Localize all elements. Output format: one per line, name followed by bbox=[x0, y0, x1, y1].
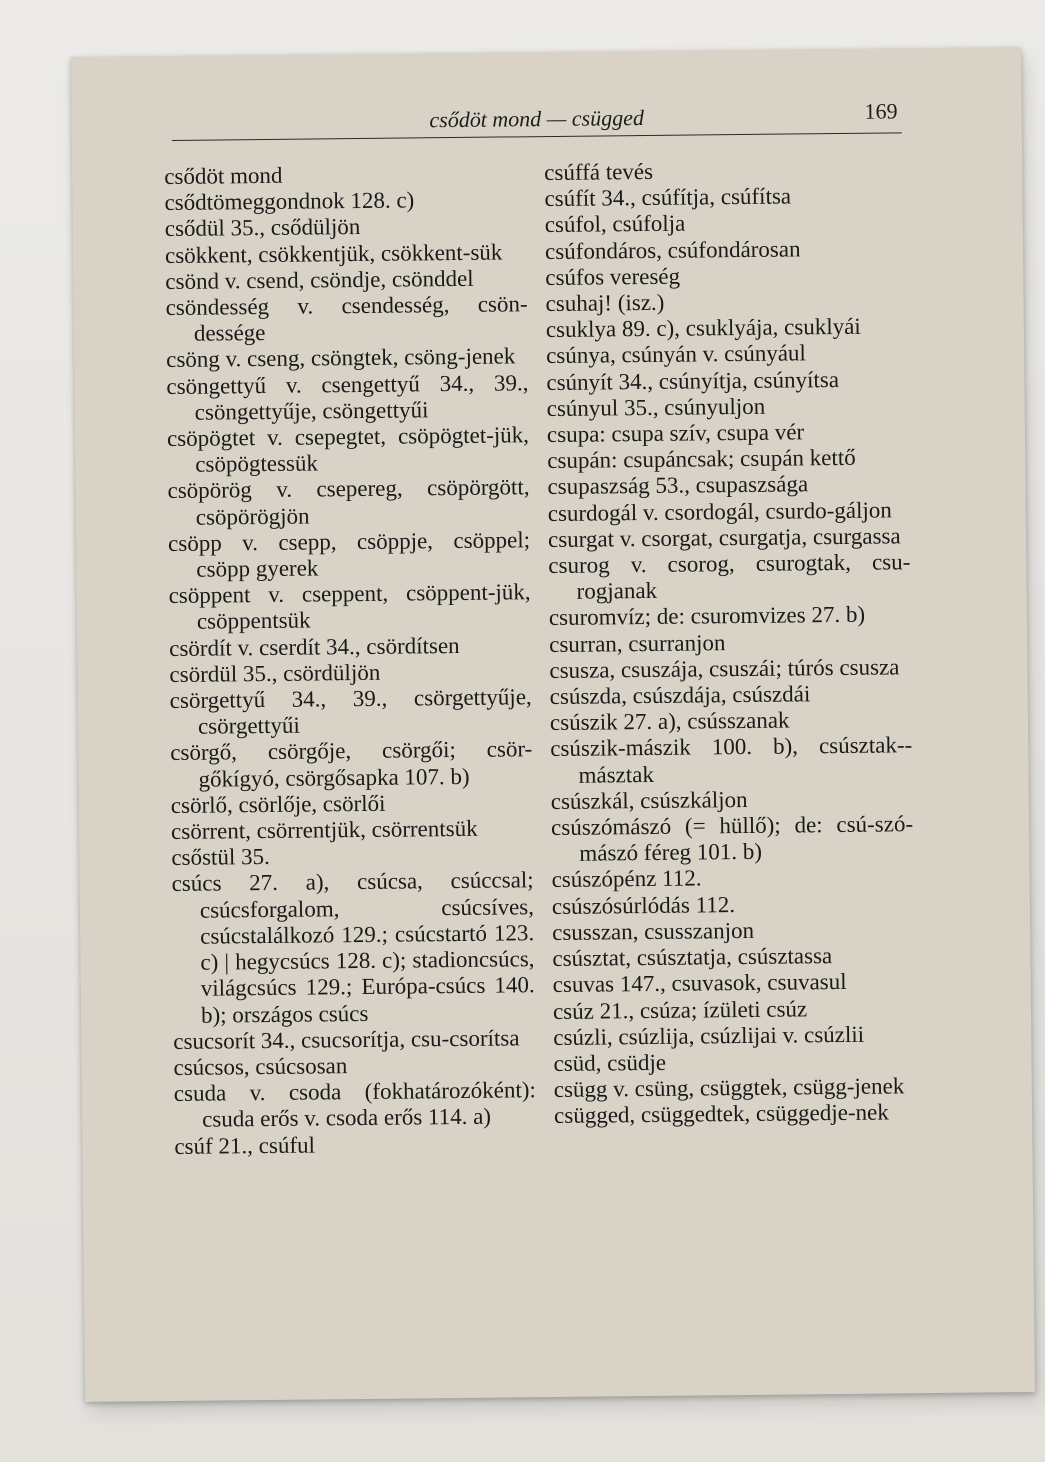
dictionary-entry: csúcs 27. a), csúcsa, csúccsal; csúcsforgalom, csúcsíves, csúcstalálkozó 129.; csúcstartó 123. c) | hegycsúcs 128. c); stadioncsúcs, világcsúcs 129.; Európa-csúcs 140. b); országos csúcs bbox=[171, 867, 535, 1028]
dictionary-entry: csördít v. cserdít 34., csördítsen bbox=[169, 632, 460, 661]
dictionary-entry: csúszósúrlódás 112. bbox=[551, 891, 736, 919]
dictionary-entry: csurdogál v. csordogál, csurdo-gáljon bbox=[547, 497, 892, 526]
dictionary-entry: csökkent, csökkentjük, csökkent-sük bbox=[164, 239, 503, 268]
dictionary-entry: csúfondáros, csúfondárosan bbox=[544, 235, 801, 264]
dictionary-entry: csüd, csüdje bbox=[553, 1049, 667, 1076]
dictionary-entry: csusza, csuszája, csuszái; túrós csusza bbox=[549, 654, 900, 683]
dictionary-entry: csörgő, csörgője, csörgői; csör-gőkígyó, csörgősapka 107. b) bbox=[170, 736, 533, 792]
dictionary-entry: csuvas 147., csuvasok, csuvasul bbox=[552, 969, 847, 998]
dictionary-entry: csúf 21., csúful bbox=[174, 1132, 316, 1159]
dictionary-entry: csörgettyű 34., 39., csörgettyűje, csörgettyűi bbox=[169, 684, 532, 739]
dictionary-entry: csúfít 34., csúfítja, csúfítsa bbox=[544, 183, 792, 212]
dictionary-entry: csöpögtet v. csepegtet, csöpögtet-jük, csöpögtessük bbox=[166, 422, 530, 477]
page-number: 169 bbox=[864, 98, 898, 124]
dictionary-entry: csönd v. csend, csöndje, csönddel bbox=[165, 265, 474, 294]
dictionary-entry: csurog v. csorog, csurogtak, csu-rogjanak bbox=[548, 549, 911, 604]
dictionary-entry: csörrent, csörrentjük, csörrentsük bbox=[170, 815, 478, 845]
dictionary-entry: csöppent v. cseppent, csöppent-jük, csöppentsük bbox=[168, 579, 531, 635]
dictionary-entry: csúnyít 34., csúnyítja, csúnyítsa bbox=[546, 366, 840, 395]
dictionary-entry: csöng v. cseng, csöngtek, csöng-jenek bbox=[166, 343, 516, 373]
dictionary-entry: csúffá tevés bbox=[544, 158, 654, 186]
dictionary-entry: csucsorít 34., csucsorítja, csu-csorítsa bbox=[173, 1025, 520, 1054]
dictionary-entry: csúnya, csúnyán v. csúnyául bbox=[546, 340, 807, 369]
dictionary-entry: csörlő, csörlője, csörlői bbox=[170, 790, 386, 818]
dictionary-entry: csuhaj! (isz.) bbox=[545, 289, 665, 317]
dictionary-entry: csöndesség v. csendesség, csön-dessége bbox=[165, 291, 528, 346]
right-column bbox=[544, 156, 916, 1129]
dictionary-entry: csördül 35., csördüljön bbox=[169, 659, 381, 687]
dictionary-entry: csúszda, csúszdája, csúszdái bbox=[549, 681, 811, 710]
dictionary-entry: csupán: csupáncsak; csupán kettő bbox=[547, 445, 856, 474]
page-header bbox=[171, 96, 901, 141]
dictionary-entry: csügg v. csüng, csüggtek, csügg-jenek bbox=[553, 1073, 905, 1103]
dictionary-entry: csúszik-mászik 100. b), csúsztak--másztak bbox=[550, 732, 913, 788]
dictionary-entry: csúcsos, csúcsosan bbox=[173, 1053, 348, 1080]
dictionary-entry: csőstül 35. bbox=[171, 844, 270, 871]
dictionary-entry: csúszópénz 112. bbox=[551, 865, 702, 893]
dictionary-entry: csődöt mond bbox=[164, 162, 283, 190]
dictionary-entry: csúfos vereség bbox=[545, 263, 681, 290]
dictionary-entry: csúzli, csúzlija, csúzlijai v. csúzlii bbox=[553, 1021, 865, 1050]
dictionary-entry: csügged, csüggedtek, csüggedje-nek bbox=[553, 1099, 889, 1129]
dictionary-entry: csúszik 27. a), csússzanak bbox=[549, 707, 790, 736]
dictionary-entry: csuklya 89. c), csuklyája, csuklyái bbox=[545, 313, 861, 343]
dictionary-entry: csurran, csurranjon bbox=[549, 629, 726, 657]
dictionary-entry: csúszómászó (= hüllő); de: csú-szó-mászó féreg 101. b) bbox=[550, 811, 914, 867]
dictionary-entry: csúz 21., csúza; ízületi csúz bbox=[552, 995, 808, 1024]
dictionary-page bbox=[71, 47, 1035, 1402]
dictionary-entry: csupa: csupa szív, csupa vér bbox=[546, 419, 805, 448]
dictionary-entry: csurgat v. csorgat, csurgatja, csurgassa bbox=[547, 523, 901, 552]
dictionary-entry: csuda v. csoda (fokhatározóként): csuda erős v. csoda erős 114. a) bbox=[173, 1077, 536, 1133]
dictionary-entry: csődtömeggondnok 128. c) bbox=[164, 187, 415, 216]
dictionary-entry: csúfol, csúfolja bbox=[544, 210, 686, 238]
left-column bbox=[164, 160, 536, 1159]
dictionary-entry: csuromvíz; de: csuromvizes 27. b) bbox=[548, 602, 866, 631]
dictionary-entry: csúszkál, csúszkáljon bbox=[550, 786, 748, 814]
dictionary-entry: csődül 35., csődüljön bbox=[164, 214, 361, 242]
dictionary-entry: csöngettyű v. csengettyű 34., 39., csöngettyűje, csöngettyűi bbox=[166, 369, 529, 425]
dictionary-entry: csusszan, csusszanjon bbox=[552, 917, 755, 945]
dictionary-entry: csúsztat, csúsztatja, csúsztassa bbox=[552, 943, 833, 972]
dictionary-entry: csupaszság 53., csupaszsága bbox=[547, 471, 809, 500]
running-head: csődöt mond — csügged bbox=[429, 105, 645, 133]
dictionary-entry: csöpp v. csepp, csöppje, csöppel; csöpp gyerek bbox=[167, 527, 531, 582]
dictionary-entry: csúnyul 35., csúnyuljon bbox=[546, 393, 766, 421]
dictionary-entry: csöpörög v. csepereg, csöpörgött, csöpörögjön bbox=[167, 474, 530, 530]
